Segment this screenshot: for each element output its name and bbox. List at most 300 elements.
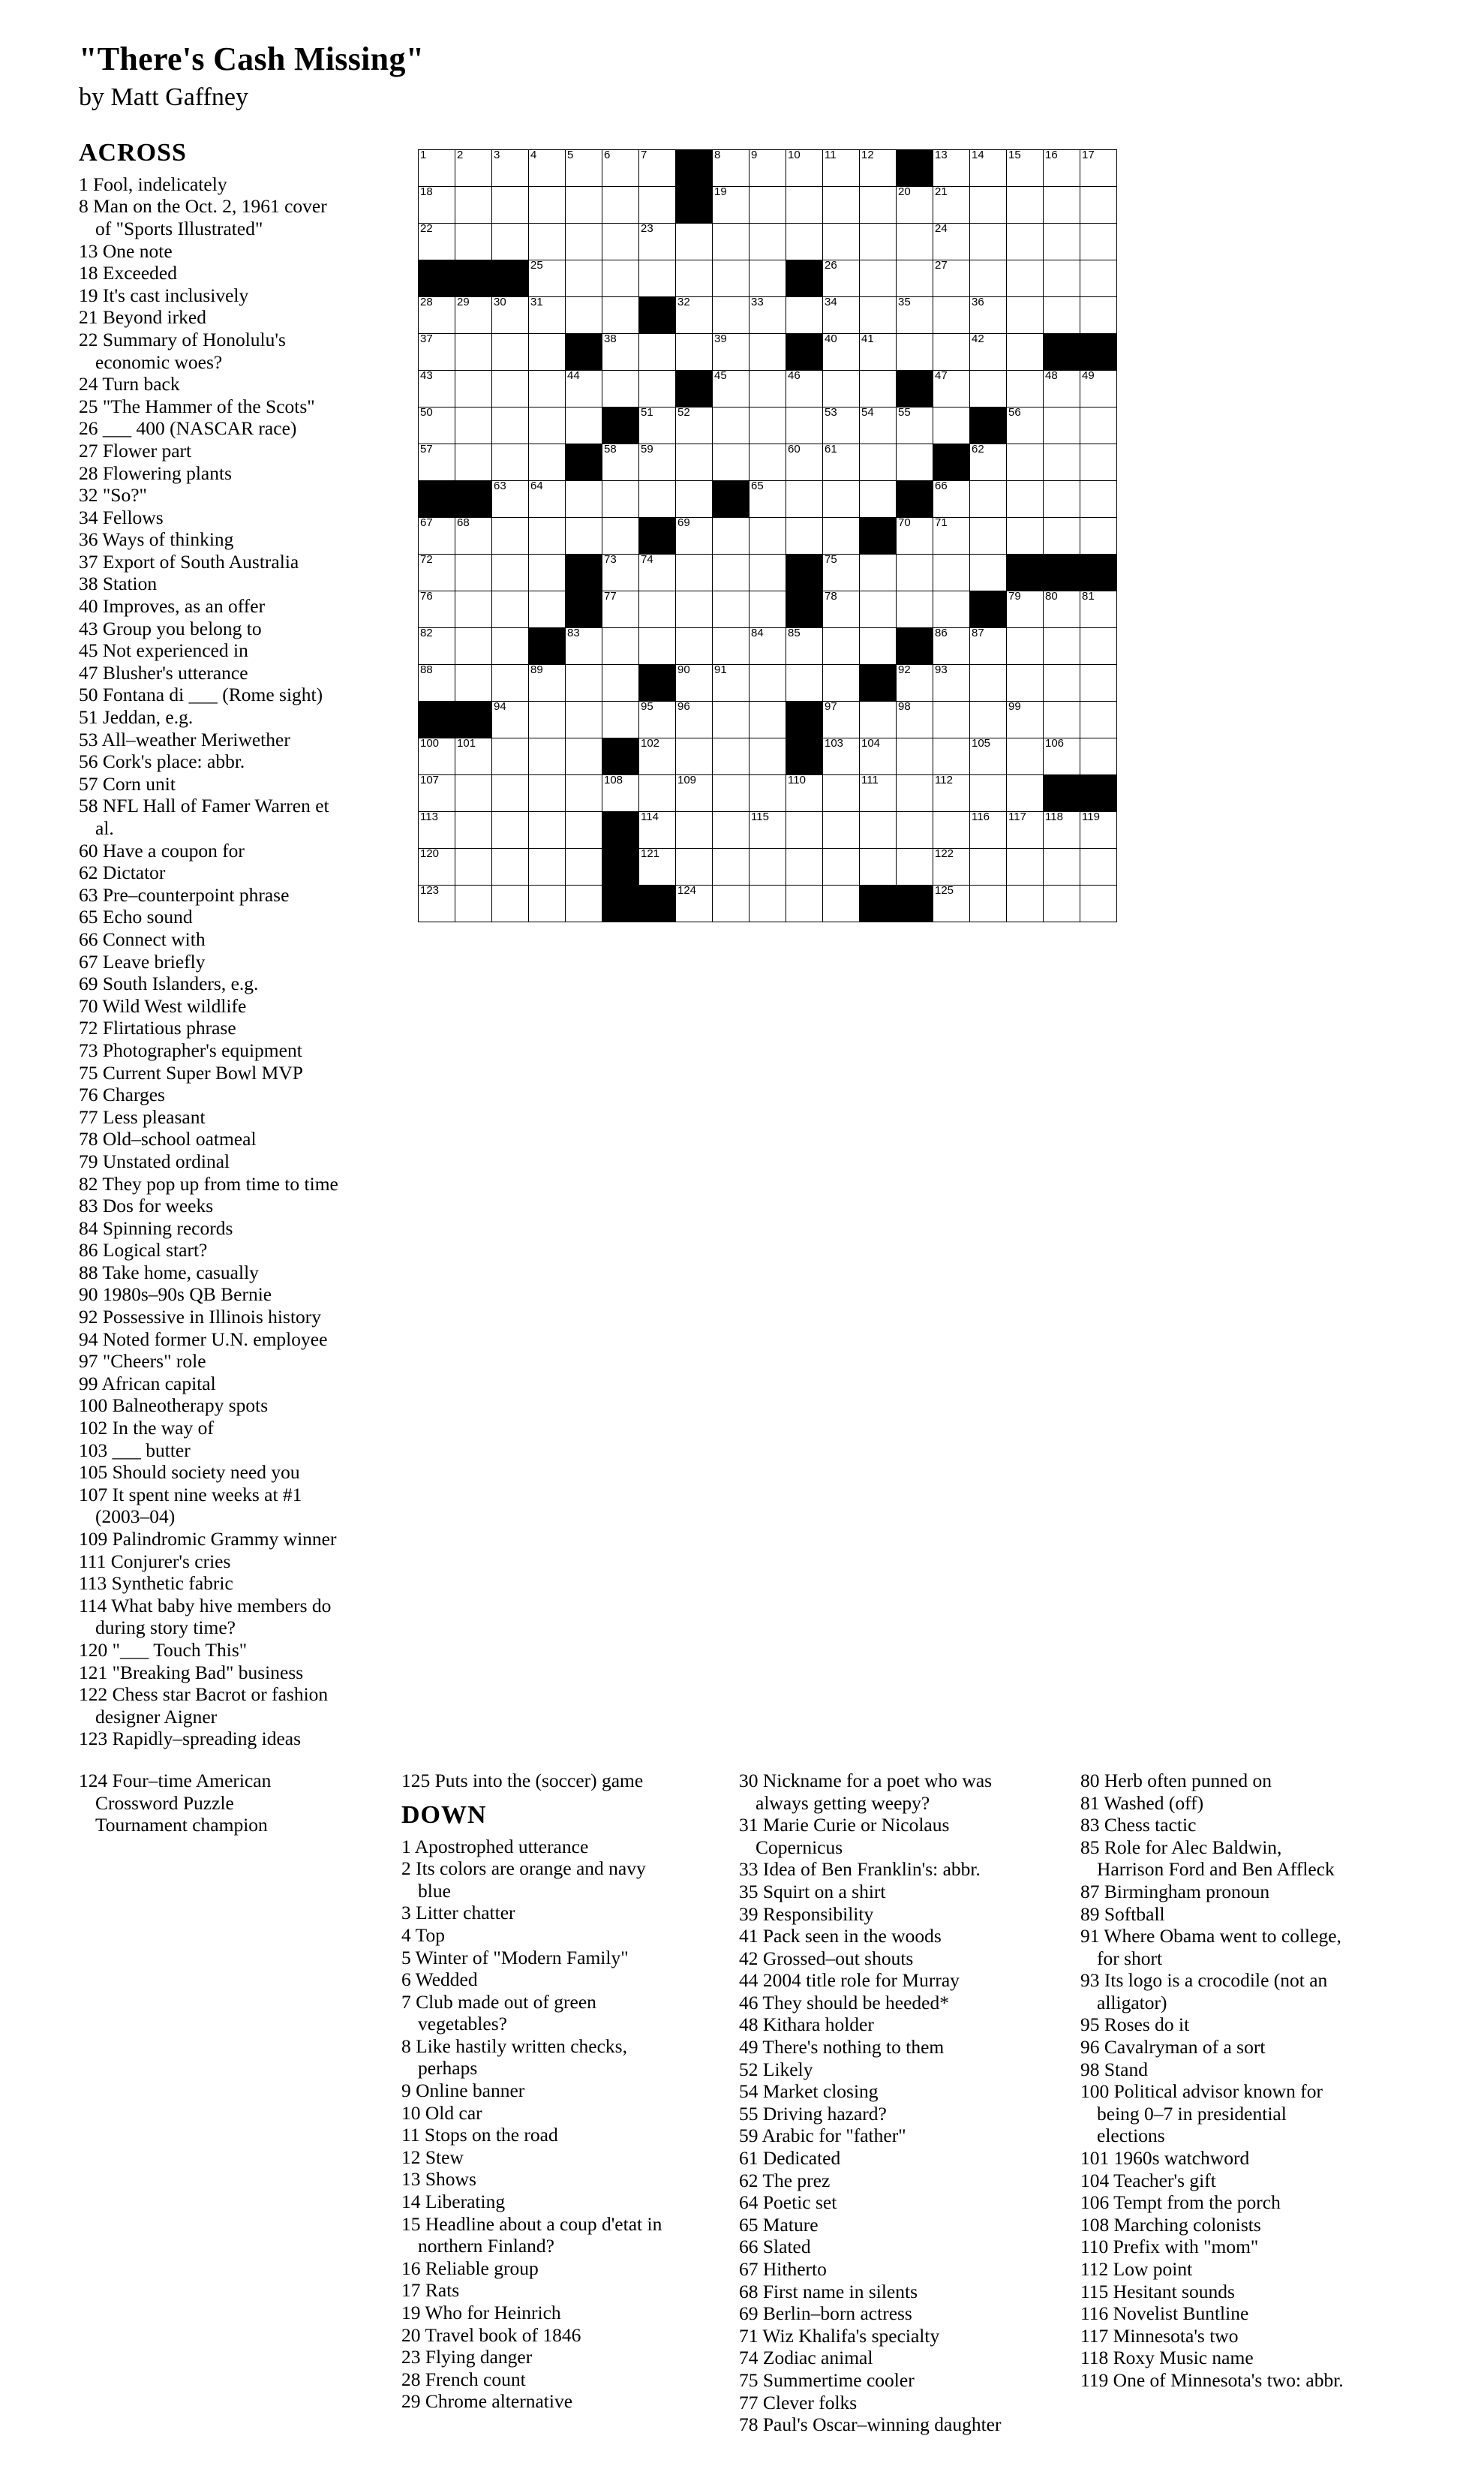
- grid-cell[interactable]: [1080, 517, 1117, 554]
- grid-cell[interactable]: [419, 444, 455, 480]
- grid-cell[interactable]: [860, 480, 897, 517]
- grid-cell[interactable]: [455, 554, 492, 591]
- grid-cell[interactable]: [676, 223, 713, 260]
- grid-cell[interactable]: [455, 517, 492, 554]
- grid-cell[interactable]: [1080, 296, 1117, 333]
- grid-cell[interactable]: [676, 774, 713, 811]
- grid-cell[interactable]: [786, 370, 823, 407]
- grid-cell[interactable]: [713, 407, 750, 444]
- grid-cell[interactable]: [897, 223, 933, 260]
- grid-cell[interactable]: [529, 701, 566, 738]
- grid-cell[interactable]: [823, 738, 860, 774]
- grid-cell[interactable]: [823, 480, 860, 517]
- grid-cell[interactable]: [639, 260, 676, 296]
- grid-cell[interactable]: [933, 407, 970, 444]
- grid-cell[interactable]: [933, 554, 970, 591]
- grid-cell[interactable]: [860, 260, 897, 296]
- grid-cell[interactable]: [1080, 480, 1117, 517]
- grid-cell[interactable]: [419, 149, 455, 186]
- grid-cell[interactable]: [602, 627, 639, 664]
- grid-cell[interactable]: [492, 774, 529, 811]
- grid-cell[interactable]: [639, 627, 676, 664]
- grid-cell[interactable]: [823, 407, 860, 444]
- grid-cell[interactable]: [419, 811, 455, 848]
- grid-cell[interactable]: [529, 444, 566, 480]
- grid-cell[interactable]: [1080, 738, 1117, 774]
- grid-cell[interactable]: [897, 407, 933, 444]
- grid-cell[interactable]: [492, 664, 529, 701]
- grid-cell[interactable]: [933, 701, 970, 738]
- grid-cell[interactable]: [1044, 149, 1080, 186]
- grid-cell[interactable]: [455, 811, 492, 848]
- grid-cell[interactable]: [492, 333, 529, 370]
- grid-cell[interactable]: [676, 885, 713, 922]
- grid-cell[interactable]: [970, 664, 1007, 701]
- grid-cell[interactable]: [897, 591, 933, 627]
- grid-cell[interactable]: [823, 186, 860, 223]
- grid-cell[interactable]: [602, 444, 639, 480]
- grid-cell[interactable]: [750, 517, 786, 554]
- grid-cell[interactable]: [602, 296, 639, 333]
- grid-cell[interactable]: [1080, 186, 1117, 223]
- grid-cell[interactable]: [676, 627, 713, 664]
- grid-cell[interactable]: [419, 517, 455, 554]
- grid-cell[interactable]: [492, 480, 529, 517]
- grid-cell[interactable]: [713, 333, 750, 370]
- grid-cell[interactable]: [823, 333, 860, 370]
- grid-cell[interactable]: [933, 223, 970, 260]
- grid-cell[interactable]: [639, 848, 676, 885]
- grid-cell[interactable]: [455, 444, 492, 480]
- grid-cell[interactable]: [492, 444, 529, 480]
- grid-cell[interactable]: [1007, 296, 1044, 333]
- grid-cell[interactable]: [602, 664, 639, 701]
- grid-cell[interactable]: [566, 370, 602, 407]
- grid-cell[interactable]: [1007, 811, 1044, 848]
- grid-cell[interactable]: [1044, 517, 1080, 554]
- grid-cell[interactable]: [566, 701, 602, 738]
- grid-cell[interactable]: [1080, 149, 1117, 186]
- grid-cell[interactable]: [455, 186, 492, 223]
- grid-cell[interactable]: [823, 664, 860, 701]
- grid-cell[interactable]: [823, 554, 860, 591]
- grid-cell[interactable]: [970, 701, 1007, 738]
- grid-cell[interactable]: [823, 627, 860, 664]
- grid-cell[interactable]: [970, 811, 1007, 848]
- grid-cell[interactable]: [750, 811, 786, 848]
- grid-cell[interactable]: [455, 370, 492, 407]
- grid-cell[interactable]: [1044, 407, 1080, 444]
- grid-cell[interactable]: [860, 554, 897, 591]
- grid-cell[interactable]: [823, 260, 860, 296]
- grid-cell[interactable]: [970, 554, 1007, 591]
- grid-cell[interactable]: [1007, 186, 1044, 223]
- grid-cell[interactable]: [602, 149, 639, 186]
- grid-cell[interactable]: [566, 260, 602, 296]
- grid-cell[interactable]: [529, 407, 566, 444]
- grid-cell[interactable]: [897, 186, 933, 223]
- grid-cell[interactable]: [455, 407, 492, 444]
- grid-cell[interactable]: [419, 223, 455, 260]
- grid-cell[interactable]: [1007, 885, 1044, 922]
- grid-cell[interactable]: [639, 223, 676, 260]
- grid-cell[interactable]: [786, 444, 823, 480]
- grid-cell[interactable]: [1080, 885, 1117, 922]
- grid-cell[interactable]: [970, 517, 1007, 554]
- grid-cell[interactable]: [1007, 370, 1044, 407]
- grid-cell[interactable]: [713, 591, 750, 627]
- grid-cell[interactable]: [455, 296, 492, 333]
- grid-cell[interactable]: [492, 701, 529, 738]
- grid-cell[interactable]: [933, 260, 970, 296]
- grid-cell[interactable]: [933, 517, 970, 554]
- grid-cell[interactable]: [860, 591, 897, 627]
- grid-cell[interactable]: [970, 333, 1007, 370]
- grid-cell[interactable]: [786, 627, 823, 664]
- grid-cell[interactable]: [639, 407, 676, 444]
- grid-cell[interactable]: [419, 885, 455, 922]
- grid-cell[interactable]: [639, 480, 676, 517]
- grid-cell[interactable]: [786, 664, 823, 701]
- grid-cell[interactable]: [529, 591, 566, 627]
- grid-cell[interactable]: [860, 407, 897, 444]
- grid-cell[interactable]: [602, 370, 639, 407]
- grid-cell[interactable]: [897, 774, 933, 811]
- grid-cell[interactable]: [860, 774, 897, 811]
- grid-cell[interactable]: [455, 223, 492, 260]
- grid-cell[interactable]: [455, 664, 492, 701]
- grid-cell[interactable]: [897, 738, 933, 774]
- grid-cell[interactable]: [860, 223, 897, 260]
- grid-cell[interactable]: [492, 811, 529, 848]
- grid-cell[interactable]: [419, 296, 455, 333]
- grid-cell[interactable]: [602, 554, 639, 591]
- grid-cell[interactable]: [970, 885, 1007, 922]
- grid-cell[interactable]: [1007, 848, 1044, 885]
- grid-cell[interactable]: [897, 517, 933, 554]
- grid-cell[interactable]: [602, 186, 639, 223]
- grid-cell[interactable]: [566, 885, 602, 922]
- grid-cell[interactable]: [639, 444, 676, 480]
- grid-cell[interactable]: [750, 591, 786, 627]
- crossword-grid[interactable]: [418, 149, 1117, 922]
- grid-cell[interactable]: [602, 333, 639, 370]
- grid-cell[interactable]: [566, 223, 602, 260]
- grid-cell[interactable]: [786, 774, 823, 811]
- grid-cell[interactable]: [933, 627, 970, 664]
- grid-cell[interactable]: [676, 848, 713, 885]
- grid-cell[interactable]: [455, 885, 492, 922]
- grid-cell[interactable]: [529, 885, 566, 922]
- grid-cell[interactable]: [419, 664, 455, 701]
- grid-cell[interactable]: [602, 480, 639, 517]
- grid-cell[interactable]: [750, 333, 786, 370]
- grid-cell[interactable]: [1080, 848, 1117, 885]
- grid-cell[interactable]: [786, 149, 823, 186]
- grid-cell[interactable]: [639, 701, 676, 738]
- grid-cell[interactable]: [713, 554, 750, 591]
- grid-cell[interactable]: [786, 848, 823, 885]
- grid-cell[interactable]: [970, 848, 1007, 885]
- grid-cell[interactable]: [823, 811, 860, 848]
- grid-cell[interactable]: [676, 664, 713, 701]
- grid-cell[interactable]: [897, 554, 933, 591]
- grid-cell[interactable]: [492, 517, 529, 554]
- grid-cell[interactable]: [750, 738, 786, 774]
- grid-cell[interactable]: [860, 186, 897, 223]
- grid-cell[interactable]: [602, 223, 639, 260]
- grid-cell[interactable]: [676, 260, 713, 296]
- grid-cell[interactable]: [492, 296, 529, 333]
- grid-cell[interactable]: [933, 811, 970, 848]
- grid-cell[interactable]: [897, 848, 933, 885]
- grid-cell[interactable]: [639, 149, 676, 186]
- grid-cell[interactable]: [860, 333, 897, 370]
- grid-cell[interactable]: [713, 149, 750, 186]
- grid-cell[interactable]: [897, 701, 933, 738]
- grid-cell[interactable]: [713, 370, 750, 407]
- grid-cell[interactable]: [970, 370, 1007, 407]
- grid-cell[interactable]: [455, 738, 492, 774]
- grid-cell[interactable]: [713, 260, 750, 296]
- grid-cell[interactable]: [566, 407, 602, 444]
- grid-cell[interactable]: [860, 370, 897, 407]
- grid-cell[interactable]: [897, 333, 933, 370]
- grid-cell[interactable]: [639, 774, 676, 811]
- grid-cell[interactable]: [750, 370, 786, 407]
- grid-cell[interactable]: [419, 774, 455, 811]
- grid-cell[interactable]: [933, 591, 970, 627]
- grid-cell[interactable]: [529, 296, 566, 333]
- grid-cell[interactable]: [750, 701, 786, 738]
- grid-cell[interactable]: [750, 444, 786, 480]
- grid-cell[interactable]: [1007, 149, 1044, 186]
- grid-cell[interactable]: [419, 591, 455, 627]
- grid-cell[interactable]: [602, 774, 639, 811]
- grid-cell[interactable]: [529, 260, 566, 296]
- grid-cell[interactable]: [492, 591, 529, 627]
- grid-cell[interactable]: [676, 738, 713, 774]
- grid-cell[interactable]: [529, 480, 566, 517]
- grid-cell[interactable]: [419, 627, 455, 664]
- grid-cell[interactable]: [970, 296, 1007, 333]
- grid-cell[interactable]: [786, 296, 823, 333]
- grid-cell[interactable]: [676, 701, 713, 738]
- grid-cell[interactable]: [823, 774, 860, 811]
- grid-cell[interactable]: [639, 333, 676, 370]
- grid-cell[interactable]: [529, 149, 566, 186]
- grid-cell[interactable]: [713, 885, 750, 922]
- grid-cell[interactable]: [1007, 664, 1044, 701]
- grid-cell[interactable]: [713, 444, 750, 480]
- grid-cell[interactable]: [1044, 664, 1080, 701]
- grid-cell[interactable]: [1044, 811, 1080, 848]
- grid-cell[interactable]: [1007, 701, 1044, 738]
- grid-cell[interactable]: [1007, 517, 1044, 554]
- grid-cell[interactable]: [713, 848, 750, 885]
- grid-cell[interactable]: [750, 186, 786, 223]
- grid-cell[interactable]: [566, 664, 602, 701]
- grid-cell[interactable]: [676, 444, 713, 480]
- grid-cell[interactable]: [933, 774, 970, 811]
- grid-cell[interactable]: [492, 554, 529, 591]
- grid-cell[interactable]: [970, 186, 1007, 223]
- grid-cell[interactable]: [750, 554, 786, 591]
- grid-cell[interactable]: [786, 480, 823, 517]
- grid-cell[interactable]: [970, 149, 1007, 186]
- grid-cell[interactable]: [1044, 480, 1080, 517]
- grid-cell[interactable]: [823, 149, 860, 186]
- grid-cell[interactable]: [1044, 701, 1080, 738]
- grid-cell[interactable]: [419, 554, 455, 591]
- grid-cell[interactable]: [566, 848, 602, 885]
- grid-cell[interactable]: [492, 149, 529, 186]
- grid-cell[interactable]: [786, 885, 823, 922]
- grid-cell[interactable]: [933, 480, 970, 517]
- grid-cell[interactable]: [676, 517, 713, 554]
- grid-cell[interactable]: [455, 774, 492, 811]
- grid-cell[interactable]: [639, 811, 676, 848]
- grid-cell[interactable]: [970, 774, 1007, 811]
- grid-cell[interactable]: [455, 848, 492, 885]
- grid-cell[interactable]: [713, 627, 750, 664]
- grid-cell[interactable]: [676, 591, 713, 627]
- grid-cell[interactable]: [933, 885, 970, 922]
- grid-cell[interactable]: [933, 370, 970, 407]
- grid-cell[interactable]: [566, 186, 602, 223]
- grid-cell[interactable]: [786, 517, 823, 554]
- grid-cell[interactable]: [1080, 407, 1117, 444]
- grid-cell[interactable]: [933, 149, 970, 186]
- grid-cell[interactable]: [1080, 444, 1117, 480]
- grid-cell[interactable]: [1007, 627, 1044, 664]
- grid-cell[interactable]: [676, 554, 713, 591]
- grid-cell[interactable]: [823, 701, 860, 738]
- grid-cell[interactable]: [639, 370, 676, 407]
- grid-cell[interactable]: [529, 811, 566, 848]
- grid-cell[interactable]: [1044, 885, 1080, 922]
- grid-cell[interactable]: [1044, 444, 1080, 480]
- grid-cell[interactable]: [897, 296, 933, 333]
- grid-cell[interactable]: [713, 738, 750, 774]
- grid-cell[interactable]: [529, 774, 566, 811]
- grid-cell[interactable]: [1007, 480, 1044, 517]
- grid-cell[interactable]: [786, 407, 823, 444]
- grid-cell[interactable]: [750, 664, 786, 701]
- grid-cell[interactable]: [492, 407, 529, 444]
- grid-cell[interactable]: [566, 627, 602, 664]
- grid-cell[interactable]: [566, 517, 602, 554]
- grid-cell[interactable]: [860, 848, 897, 885]
- grid-cell[interactable]: [750, 260, 786, 296]
- grid-cell[interactable]: [639, 186, 676, 223]
- grid-cell[interactable]: [823, 370, 860, 407]
- grid-cell[interactable]: [419, 738, 455, 774]
- grid-cell[interactable]: [455, 627, 492, 664]
- grid-cell[interactable]: [676, 296, 713, 333]
- grid-cell[interactable]: [1044, 186, 1080, 223]
- grid-cell[interactable]: [529, 554, 566, 591]
- grid-cell[interactable]: [823, 885, 860, 922]
- grid-cell[interactable]: [970, 223, 1007, 260]
- grid-cell[interactable]: [566, 811, 602, 848]
- grid-cell[interactable]: [750, 149, 786, 186]
- grid-cell[interactable]: [786, 223, 823, 260]
- grid-cell[interactable]: [750, 223, 786, 260]
- grid-cell[interactable]: [823, 444, 860, 480]
- grid-cell[interactable]: [639, 738, 676, 774]
- grid-cell[interactable]: [1080, 223, 1117, 260]
- grid-cell[interactable]: [897, 811, 933, 848]
- grid-cell[interactable]: [639, 554, 676, 591]
- grid-cell[interactable]: [566, 296, 602, 333]
- grid-cell[interactable]: [1007, 223, 1044, 260]
- grid-cell[interactable]: [529, 848, 566, 885]
- grid-cell[interactable]: [419, 333, 455, 370]
- grid-cell[interactable]: [419, 407, 455, 444]
- grid-cell[interactable]: [492, 627, 529, 664]
- grid-cell[interactable]: [602, 701, 639, 738]
- grid-cell[interactable]: [419, 370, 455, 407]
- grid-cell[interactable]: [713, 223, 750, 260]
- grid-cell[interactable]: [860, 738, 897, 774]
- grid-cell[interactable]: [1044, 370, 1080, 407]
- grid-cell[interactable]: [970, 260, 1007, 296]
- grid-cell[interactable]: [860, 296, 897, 333]
- grid-cell[interactable]: [786, 186, 823, 223]
- grid-cell[interactable]: [676, 333, 713, 370]
- grid-cell[interactable]: [1044, 591, 1080, 627]
- grid-cell[interactable]: [529, 738, 566, 774]
- grid-cell[interactable]: [897, 664, 933, 701]
- grid-cell[interactable]: [492, 885, 529, 922]
- grid-cell[interactable]: [750, 848, 786, 885]
- grid-cell[interactable]: [602, 591, 639, 627]
- grid-cell[interactable]: [529, 223, 566, 260]
- grid-cell[interactable]: [750, 774, 786, 811]
- grid-cell[interactable]: [970, 738, 1007, 774]
- grid-cell[interactable]: [1080, 627, 1117, 664]
- grid-cell[interactable]: [970, 627, 1007, 664]
- grid-cell[interactable]: [1007, 774, 1044, 811]
- grid-cell[interactable]: [676, 407, 713, 444]
- grid-cell[interactable]: [566, 738, 602, 774]
- grid-cell[interactable]: [750, 407, 786, 444]
- grid-cell[interactable]: [492, 370, 529, 407]
- grid-cell[interactable]: [1007, 591, 1044, 627]
- grid-cell[interactable]: [419, 186, 455, 223]
- grid-cell[interactable]: [602, 517, 639, 554]
- grid-cell[interactable]: [713, 517, 750, 554]
- grid-cell[interactable]: [1007, 444, 1044, 480]
- grid-cell[interactable]: [970, 480, 1007, 517]
- grid-cell[interactable]: [970, 444, 1007, 480]
- grid-cell[interactable]: [786, 811, 823, 848]
- grid-cell[interactable]: [529, 664, 566, 701]
- grid-cell[interactable]: [933, 296, 970, 333]
- grid-cell[interactable]: [713, 701, 750, 738]
- grid-cell[interactable]: [419, 848, 455, 885]
- grid-cell[interactable]: [713, 186, 750, 223]
- grid-cell[interactable]: [860, 701, 897, 738]
- grid-cell[interactable]: [1080, 811, 1117, 848]
- grid-cell[interactable]: [860, 444, 897, 480]
- grid-cell[interactable]: [750, 885, 786, 922]
- grid-cell[interactable]: [713, 664, 750, 701]
- grid-cell[interactable]: [455, 591, 492, 627]
- grid-cell[interactable]: [750, 296, 786, 333]
- grid-cell[interactable]: [713, 296, 750, 333]
